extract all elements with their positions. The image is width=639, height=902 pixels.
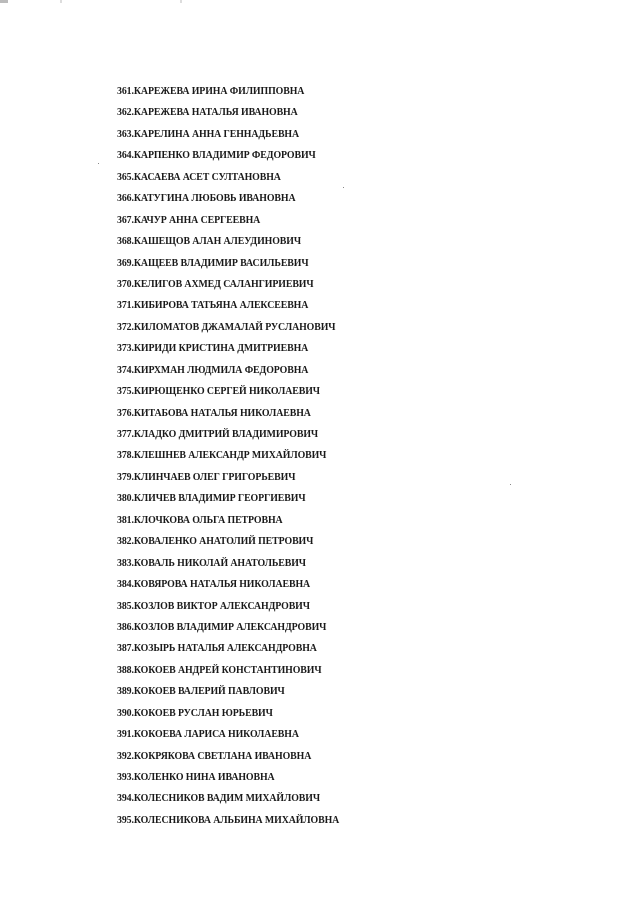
list-item: 366.КАТУГИНА ЛЮБОВЬ ИВАНОВНА xyxy=(117,193,296,205)
list-item: 394.КОЛЕСНИКОВ ВАДИМ МИХАЙЛОВИЧ xyxy=(117,793,320,805)
list-item: 363.КАРЕЛИНА АННА ГЕННАДЬЕВНА xyxy=(117,128,300,140)
list-item: 369.КАЩЕЕВ ВЛАДИМИР ВАСИЛЬЕВИЧ xyxy=(117,257,309,269)
list-item: 370.КЕЛИГОВ АХМЕД САЛАНГИРИЕВИЧ xyxy=(117,278,314,290)
scan-artifact xyxy=(0,0,200,3)
name-list xyxy=(117,86,356,836)
list-item: 364.КАРПЕНКО ВЛАДИМИР ФЕДОРОВИЧ xyxy=(117,150,316,162)
list-item: 372.КИЛОМАТОВ ДЖАМАЛАЙ РУСЛАНОВИЧ xyxy=(117,321,336,333)
list-item: 393.КОЛЕНКО НИНА ИВАНОВНА xyxy=(117,772,275,783)
list-item: 381.КЛОЧКОВА ОЛЬГА ПЕТРОВНА xyxy=(117,514,283,526)
list-item: 376.КИТАБОВА НАТАЛЬЯ НИКОЛАЕВНА xyxy=(117,407,311,419)
list-item: 367.КАЧУР АННА СЕРГЕЕВНА xyxy=(117,214,261,226)
list-item: 361.КАРЕЖЕВА ИРИНА ФИЛИППОВНА xyxy=(117,86,305,97)
list-item: 388.КОКОЕВ АНДРЕЙ КОНСТАНТИНОВИЧ xyxy=(117,664,322,676)
list-item: 380.КЛИЧЕВ ВЛАДИМИР ГЕОРГИЕВИЧ xyxy=(117,493,306,505)
list-item: 362.КАРЕЖЕВА НАТАЛЬЯ ИВАНОВНА xyxy=(117,107,298,119)
list-item: 383.КОВАЛЬ НИКОЛАЙ АНАТОЛЬЕВИЧ xyxy=(117,557,306,569)
list-item: 389.КОКОЕВ ВАЛЕРИЙ ПАВЛОВИЧ xyxy=(117,686,285,698)
scan-speck xyxy=(510,484,511,485)
list-item: 385.КОЗЛОВ ВИКТОР АЛЕКСАНДРОВИЧ xyxy=(117,600,310,612)
list-item: 384.КОВЯРОВА НАТАЛЬЯ НИКОЛАЕВНА xyxy=(117,579,311,591)
scan-speck xyxy=(98,163,99,164)
list-item: 386.КОЗЛОВ ВЛАДИМИР АЛЕКСАНДРОВИЧ xyxy=(117,621,327,633)
list-item: 375.КИРЮЩЕНКО СЕРГЕЙ НИКОЛАЕВИЧ xyxy=(117,386,320,398)
list-item: 390.КОКОЕВ РУСЛАН ЮРЬЕВИЧ xyxy=(117,707,273,719)
list-item: 377.КЛАДКО ДМИТРИЙ ВЛАДИМИРОВИЧ xyxy=(117,429,319,440)
list-item: 373.КИРИДИ КРИСТИНА ДМИТРИЕВНА xyxy=(117,343,309,355)
list-item: 374.КИРХМАН ЛЮДМИЛА ФЕДОРОВНА xyxy=(117,364,309,376)
list-item: 387.КОЗЫРЬ НАТАЛЬЯ АЛЕКСАНДРОВНА xyxy=(117,643,317,655)
list-item: 379.КЛИНЧАЕВ ОЛЕГ ГРИГОРЬЕВИЧ xyxy=(117,471,296,483)
list-item: 392.КОКРЯКОВА СВЕТЛАНА ИВАНОВНА xyxy=(117,750,312,762)
list-item: 382.КОВАЛЕНКО АНАТОЛИЙ ПЕТРОВИЧ xyxy=(117,536,314,548)
list-item: 391.КОКОЕВА ЛАРИСА НИКОЛАЕВНА xyxy=(117,729,299,741)
list-item: 378.КЛЕШНЕВ АЛЕКСАНДР МИХАЙЛОВИЧ xyxy=(117,450,327,462)
list-item: 395.КОЛЕСНИКОВА АЛЬБИНА МИХАЙЛОВНА xyxy=(117,814,340,826)
list-item: 371.КИБИРОВА ТАТЬЯНА АЛЕКСЕЕВНА xyxy=(117,300,309,312)
list-item: 365.КАСАЕВА АСЕТ СУЛТАНОВНА xyxy=(117,171,281,183)
list-item: 368.КАШЕЩОВ АЛАН АЛЕУДИНОВИЧ xyxy=(117,236,302,248)
